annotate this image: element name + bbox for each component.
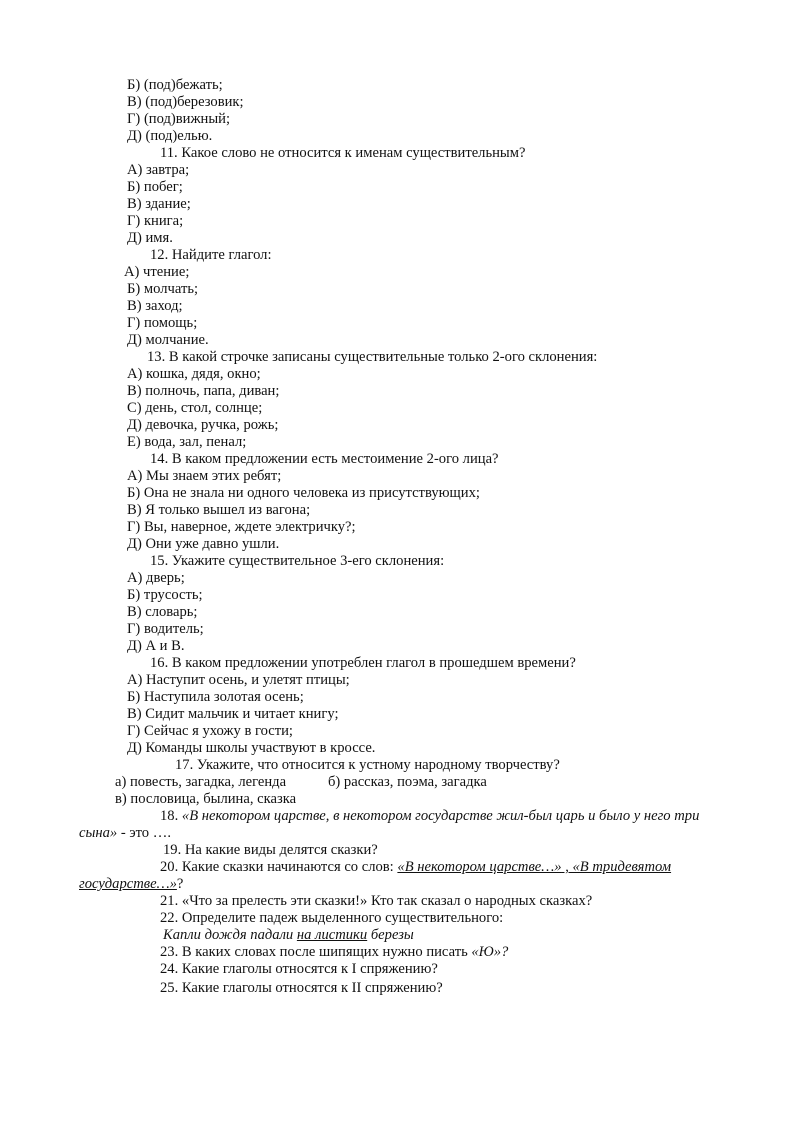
q16-option: Г) Сейчас я ухожу в гости; bbox=[127, 723, 293, 739]
q20-quote2-end: государстве…» bbox=[79, 876, 177, 892]
q14-option: Г) Вы, наверное, ждете электричку?; bbox=[127, 519, 356, 535]
q17-question: 17. Укажите, что относится к устному народному творчеству? bbox=[175, 757, 560, 773]
q22-highlighted-noun: на листики bbox=[296, 927, 368, 943]
q16-option: В) Сидит мальчик и читает книгу; bbox=[127, 706, 339, 722]
q20-line1 bbox=[160, 859, 671, 876]
q15-option: Д) А и В. bbox=[127, 638, 185, 654]
q14-option: А) Мы знаем этих ребят; bbox=[127, 468, 282, 484]
q15-option: А) дверь; bbox=[127, 570, 185, 586]
q21-question: 21. «Что за прелесть эти сказки!» Кто так сказал о народных сказках? bbox=[160, 893, 593, 909]
q12-option: А) чтение; bbox=[124, 264, 190, 280]
q20-quote1: «В некотором царстве…» bbox=[397, 859, 562, 875]
q11-option: А) завтра; bbox=[127, 162, 190, 178]
q13-option: Е) вода, зал, пенал; bbox=[127, 434, 247, 450]
q14-question: 14. В каком предложении есть местоимение 2-ого лица? bbox=[150, 451, 499, 467]
q20-prefix: 20. Какие сказки начинаются со слов: bbox=[160, 859, 398, 875]
q10-option-d: Д) (под)елью. bbox=[127, 128, 213, 144]
q12-option: Г) помощь; bbox=[127, 315, 198, 331]
q12-option: Б) молчать; bbox=[127, 281, 199, 297]
q23-question bbox=[160, 944, 508, 961]
q24-question: 24. Какие глаголы относятся к I спряжению? bbox=[160, 961, 438, 977]
q15-option: Б) трусость; bbox=[127, 587, 203, 603]
q16-option: А) Наступит осень, и улетят птицы; bbox=[127, 672, 350, 688]
q16-option: Д) Команды школы участвуют в кроссе. bbox=[127, 740, 376, 756]
q11-option: Д) имя. bbox=[127, 230, 173, 246]
q11-option: Г) книга; bbox=[127, 213, 184, 229]
q18-quote: «В некотором царстве, в некотором государстве жил-был царь и было у него три bbox=[181, 808, 700, 824]
q17-option-c: в) пословица, былина, сказка bbox=[115, 791, 297, 807]
q11-option: Б) побег; bbox=[127, 179, 183, 195]
q20-suffix: ? bbox=[176, 876, 184, 892]
q11-option: В) здание; bbox=[127, 196, 191, 212]
q12-option: В) заход; bbox=[127, 298, 183, 314]
q20-quote2: «В тридевятом bbox=[572, 859, 672, 875]
q18-line2 bbox=[79, 825, 171, 842]
q22-sentence-after: березы bbox=[367, 927, 414, 943]
q23-highlight: «Ю»? bbox=[471, 944, 509, 960]
q19-question: 19. На какие виды делятся сказки? bbox=[163, 842, 378, 858]
q11-question: 11. Какое слово не относится к именам существительным? bbox=[160, 145, 526, 161]
q10-option-v: В) (под)березовик; bbox=[127, 94, 244, 110]
q16-option: Б) Наступила золотая осень; bbox=[127, 689, 304, 705]
q25-question: 25. Какие глаголы относятся к II спряжению? bbox=[160, 980, 443, 996]
q14-option: В) Я только вышел из вагона; bbox=[127, 502, 311, 518]
q15-option: В) словарь; bbox=[127, 604, 198, 620]
q15-option: Г) водитель; bbox=[127, 621, 204, 637]
q15-question: 15. Укажите существительное 3-его склонения: bbox=[150, 553, 445, 569]
q16-question: 16. В каком предложении употреблен глагол в прошедшем времени? bbox=[150, 655, 576, 671]
q23-prefix: 23. В каких словах после шипящих нужно писать bbox=[160, 944, 472, 960]
q10-option-b: Б) (под)бежать; bbox=[127, 77, 223, 93]
q20-separator: , bbox=[561, 859, 573, 875]
q22-question: 22. Определите падеж выделенного существительного: bbox=[160, 910, 504, 926]
q22-sentence-before: Капли дождя падали bbox=[163, 927, 297, 943]
q14-option: Д) Они уже давно ушли. bbox=[127, 536, 280, 552]
q18-line1 bbox=[160, 808, 699, 825]
q18-tail: - это …. bbox=[117, 825, 171, 841]
q13-question: 13. В какой строчке записаны существительные только 2-ого склонения: bbox=[147, 349, 598, 365]
q14-option: Б) Она не знала ни одного человека из присутствующих; bbox=[127, 485, 480, 501]
q18-quote-end: сына» bbox=[79, 825, 118, 841]
q13-option: В) полночь, папа, диван; bbox=[127, 383, 280, 399]
q17-option-b: б) рассказ, поэма, загадка bbox=[328, 774, 487, 790]
q12-question: 12. Найдите глагол: bbox=[150, 247, 272, 263]
q13-option: А) кошка, дядя, окно; bbox=[127, 366, 261, 382]
q20-line2 bbox=[79, 876, 183, 893]
q13-option: С) день, стол, солнце; bbox=[127, 400, 263, 416]
q17-option-a: а) повесть, загадка, легенда bbox=[115, 774, 287, 790]
q12-option: Д) молчание. bbox=[127, 332, 209, 348]
q13-option: Д) девочка, ручка, рожь; bbox=[127, 417, 279, 433]
q18-number: 18. bbox=[160, 808, 182, 824]
q10-option-g: Г) (под)вижный; bbox=[127, 111, 231, 127]
q22-sentence bbox=[163, 927, 414, 944]
